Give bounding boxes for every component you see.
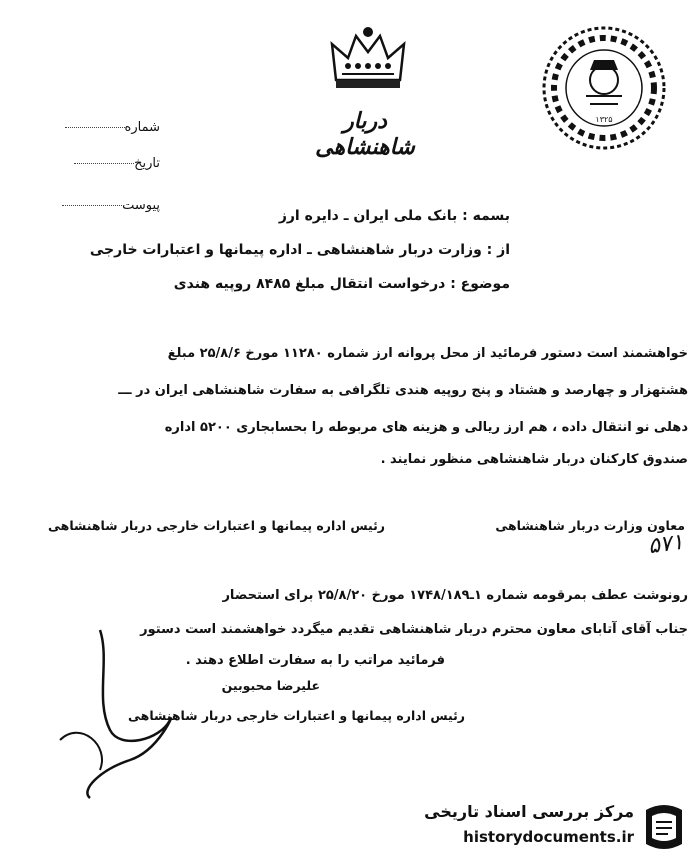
seal-icon xyxy=(540,24,668,152)
attachment-field xyxy=(40,198,160,213)
body-line-4: صندوق کارکنان دربار شاهنشاهی منظور نمایند . xyxy=(380,452,688,467)
crown-icon xyxy=(328,22,408,94)
body-line-1: خواهشمند است دستور فرمائید از محل پروانه ارز شماره ۱۱۲۸۰ مورخ ۲۵/۸/۶ مبلغ xyxy=(167,346,688,361)
copy-line-3: فرمائید مراتب را به سفارت اطلاع دهند . xyxy=(185,653,445,668)
watermark xyxy=(410,798,690,858)
watermark-url: historydocuments.ir xyxy=(463,828,634,846)
to-line: بسمه : بانک ملی ایران ـ دایره ارز xyxy=(278,208,510,224)
deputy-signature: معاون وزارت دربار شاهنشاهی xyxy=(495,518,685,533)
seal-year: ۱۳۲۵ xyxy=(595,115,613,124)
body-line-2: هشتهزار و چهارصد و هشتاد و پنج روپیه هندی تلگرافی به سفارت شاهنشاهی ایران در ـــ xyxy=(118,383,688,398)
copy-line-2: جناب آقای آتابای معاون محترم دربار شاهنشاهی تقدیم میگردد خواهشمند است دستور xyxy=(140,622,688,637)
body-line-3: دهلی نو انتقال داده ، هم ارز ریالی و هزینه های مربوطه را بحسابجاری ۵۲۰۰ اداره xyxy=(164,420,688,435)
archive-logo-icon xyxy=(640,800,688,854)
attachment-label: پیوست xyxy=(122,198,160,213)
date-field xyxy=(40,156,160,171)
copy-line-1: رونوشت عطف بمرقومه شماره ۱ـ۱۷۴۸/۱۸۹ مورخ ۲۵/۸/۲۰ برای استحضار xyxy=(222,588,688,603)
margin-note: ۵۷۱ xyxy=(646,529,686,560)
from-line: از : وزارت دربار شاهنشاهی ـ اداره پیمانها و اعتبارات خارجی xyxy=(89,242,510,258)
handwritten-signature xyxy=(40,620,190,800)
watermark-title: مرکز بررسی اسناد تاریخی xyxy=(424,802,634,821)
number-label: شماره xyxy=(124,120,160,135)
signer-name: علیرضا محبوبین xyxy=(221,678,320,693)
date-label: تاریخ xyxy=(134,156,160,171)
signer-title: رئیس اداره پیمانها و اعتبارات خارجی دربار شاهنشاهی xyxy=(128,708,465,723)
court-name: دربار شاهنشاهی xyxy=(315,108,415,160)
number-field xyxy=(40,120,160,135)
subject-line: موضوع : درخواست انتقال مبلغ ۸۴۸۵ روپیه هندی xyxy=(173,276,510,292)
head-signature: رئیس اداره پیمانها و اعتبارات خارجی دربار شاهنشاهی xyxy=(48,518,385,533)
